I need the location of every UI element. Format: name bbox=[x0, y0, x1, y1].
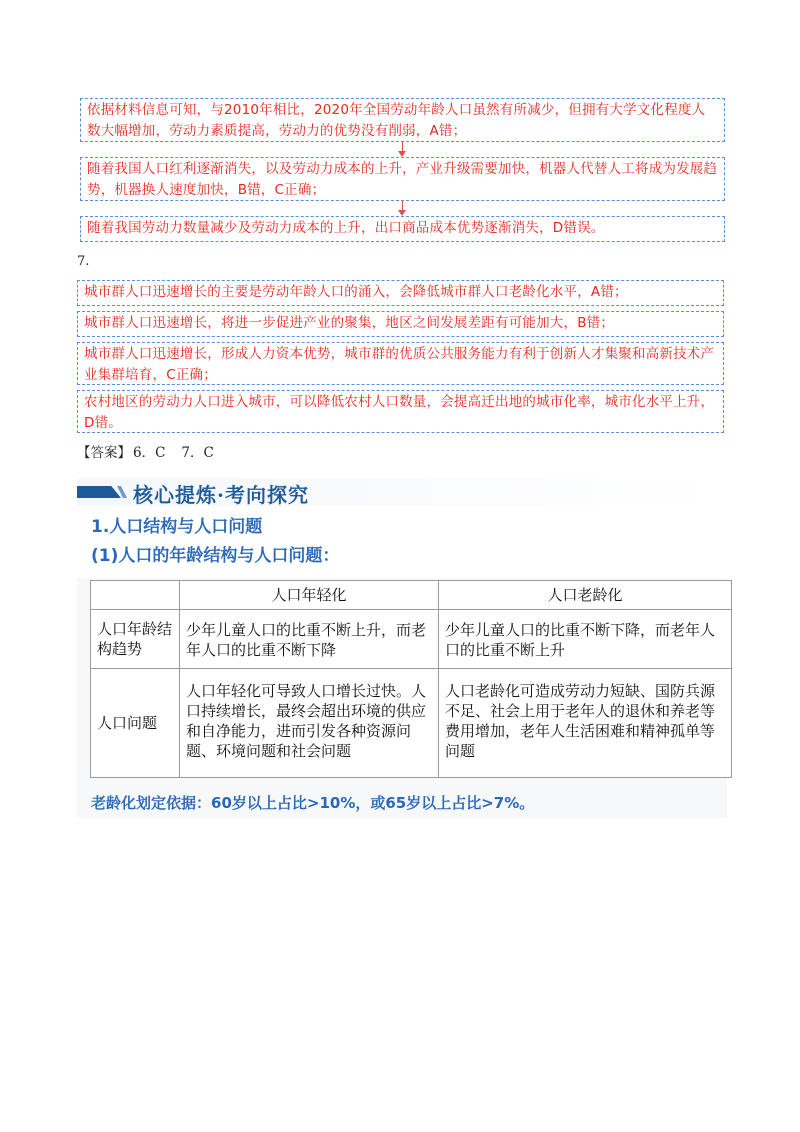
table-row bbox=[91, 669, 732, 778]
table-header-cell bbox=[91, 581, 180, 610]
banner-stripe-icon bbox=[77, 486, 121, 498]
explanation-box-q7-a bbox=[77, 280, 724, 306]
table-row-label: 人口年龄结构趋势 bbox=[91, 610, 180, 669]
explanation-box-q7-c bbox=[77, 342, 724, 385]
heading-1: 1.人口结构与人口问题 bbox=[91, 517, 263, 537]
explanation-text: 城市群人口迅速增长，将进一步促进产业的聚集，地区之间发展差距有可能加大，B错； bbox=[84, 315, 615, 331]
explanation-box-q6-a bbox=[80, 98, 725, 142]
section-banner-title: 核心提炼·考向探究 bbox=[133, 483, 309, 507]
table-cell: 人口年轻化可导致人口增长过快。人口持续增长，最终会超出环境的供应和自净能力，进而引发各种资源问题、环境问题和社会问题 bbox=[180, 669, 439, 778]
explanation-text: 农村地区的劳动力人口进入城市，可以降低农村人口数量，会提高迁出地的城市化率，城市化水平上升，D错。 bbox=[84, 394, 715, 431]
age-structure-table bbox=[90, 580, 732, 778]
explanation-text: 随着我国劳动力数量减少及劳动力成本的上升，出口商品成本优势逐渐消失，D错误。 bbox=[87, 220, 605, 236]
answer-q6: 6．C bbox=[133, 445, 166, 461]
explanation-box-q7-b bbox=[77, 311, 724, 337]
table-header-row bbox=[91, 581, 732, 610]
explanation-text: 随着我国人口红利逐渐消失，以及劳动力成本的上升，产业升级需要加快，机器人代替人工将成为发展趋势，机器换人速度加快，B错，C正确； bbox=[87, 161, 718, 198]
explanation-box-q6-c bbox=[80, 216, 725, 242]
answer-line bbox=[77, 441, 214, 461]
table-cell: 人口老龄化可造成劳动力短缺、国防兵源不足、社会上用于老年人的退休和养老等费用增加，老年人生活困难和精神孤单等问题 bbox=[439, 669, 732, 778]
answer-q7: 7．C bbox=[181, 445, 214, 461]
explanation-text: 城市群人口迅速增长的主要是劳动年龄人口的涌入，会降低城市群人口老龄化水平，A错； bbox=[84, 284, 628, 300]
table-cell: 少年儿童人口的比重不断下降，而老年人口的比重不断上升 bbox=[439, 610, 732, 669]
table-cell: 少年儿童人口的比重不断上升，而老年人口的比重不断下降 bbox=[180, 610, 439, 669]
explanation-text: 城市群人口迅速增长，形成人力资本优势，城市群的优质公共服务能力有利于创新人才集聚和高新技术产业集群培育，C正确； bbox=[84, 346, 715, 383]
aging-criteria-note: 老龄化划定依据：60岁以上占比>10%，或65岁以上占比>7%。 bbox=[91, 794, 535, 812]
table-row-label: 人口问题 bbox=[91, 669, 180, 778]
explanation-text: 依据材料信息可知，与2010年相比，2020年全国劳动年龄人口虽然有所减少，但拥有大学文化程度人数大幅增加，劳动力素质提高，劳动力的优势没有削弱，A错； bbox=[87, 102, 706, 139]
table-header-cell: 人口老龄化 bbox=[439, 581, 732, 610]
table-row bbox=[91, 610, 732, 669]
answer-label: 【答案】 bbox=[77, 445, 131, 461]
heading-2: (1)人口的年龄结构与人口问题： bbox=[91, 546, 340, 566]
section-banner bbox=[77, 478, 727, 506]
question-number: 7. bbox=[77, 254, 90, 269]
table-header-cell: 人口年轻化 bbox=[180, 581, 439, 610]
explanation-box-q7-d bbox=[77, 390, 724, 433]
explanation-box-q6-b bbox=[80, 157, 725, 201]
